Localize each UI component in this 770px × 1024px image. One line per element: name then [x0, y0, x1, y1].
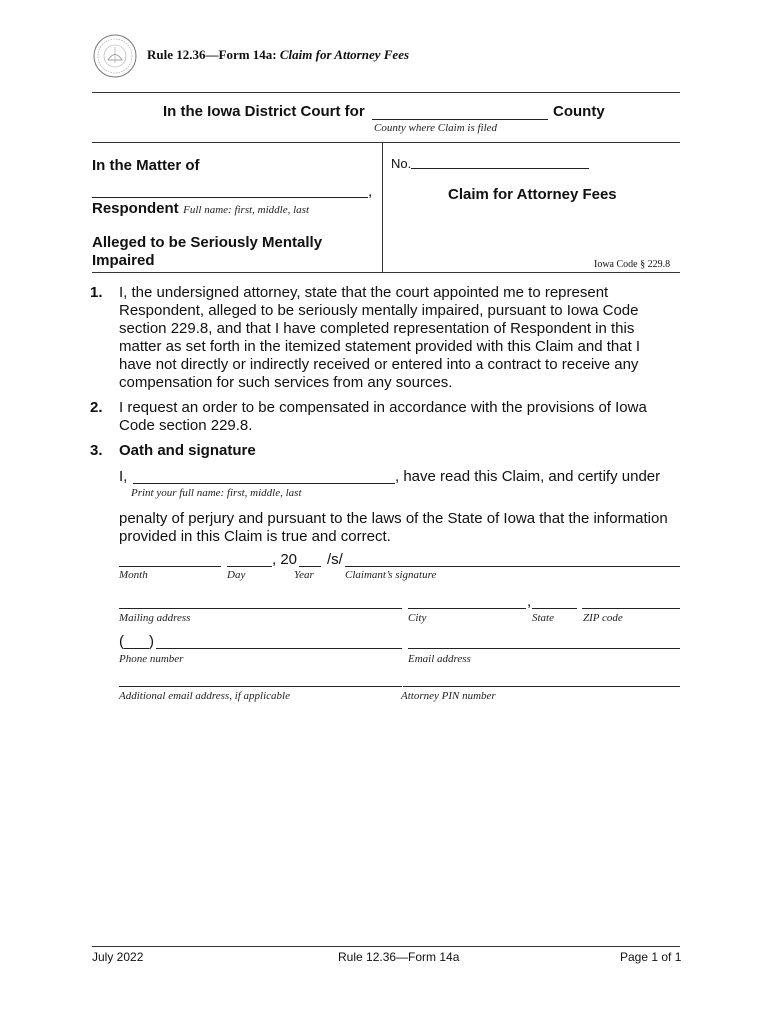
item-2-number: 2.	[90, 399, 103, 416]
attorney-name-field[interactable]	[133, 483, 395, 484]
oath-prefix: I,	[119, 468, 128, 485]
form-header	[147, 47, 409, 63]
phone-area-code[interactable]: (___)	[119, 633, 155, 650]
phone-caption: Phone number	[119, 653, 184, 665]
in-the-matter-of: In the Matter of	[92, 157, 200, 174]
city-comma: ,	[527, 593, 532, 610]
attorney-name-caption: Print your full name: first, middle, last	[131, 487, 302, 499]
month-caption: Month	[119, 569, 148, 581]
mailing-address-caption: Mailing address	[119, 612, 191, 624]
respondent-name-field[interactable]	[92, 197, 368, 198]
additional-email-field[interactable]	[119, 686, 402, 687]
item-2-text: I request an order to be compensated in accordance with the provisions of Iowa Code section 229.8.	[119, 399, 647, 434]
email-caption: Email address	[408, 653, 471, 665]
claim-title: Claim for Attorney Fees	[448, 186, 617, 203]
zip-field[interactable]	[582, 608, 680, 609]
respondent-label: Respondent	[92, 200, 179, 217]
rule-number: Rule 12.36—Form 14a:	[147, 47, 280, 62]
court-suffix: County	[553, 103, 605, 120]
additional-email-caption: Additional email address, if applicable	[119, 690, 290, 702]
signature-prefix: /s/	[327, 551, 343, 568]
alleged-seriously-impaired: Alleged to be Seriously Mentally Impaired	[92, 234, 323, 269]
court-prefix: In the Iowa District Court for	[163, 103, 365, 120]
month-field[interactable]	[119, 566, 221, 567]
attorney-pin-field[interactable]	[403, 686, 680, 687]
oath-heading: Oath and signature	[119, 442, 256, 459]
county-caption: County where Claim is filed	[374, 122, 498, 134]
footer-date: July 2022	[92, 950, 144, 964]
signature-field[interactable]	[345, 566, 680, 567]
case-number-field[interactable]	[411, 168, 589, 169]
city-caption: City	[408, 612, 427, 624]
day-field[interactable]	[227, 566, 272, 567]
attorney-pin-caption: Attorney PIN number	[401, 690, 496, 702]
footer-rule	[92, 946, 680, 947]
item-1-text: I, the undersigned attorney, state that the court appointed me to represent Respondent, alleged to be seriously mentally impaired, pursuant to Iowa Code section 229.8, and that I have completed representation of Respondent in this matter as set forth in the itemized statement provided with this Claim and that I have not directly or indirectly received or entered into a contract to receive any compensation for such services from any sources.	[119, 284, 641, 391]
form-title: Claim for Attorney Fees	[279, 47, 410, 62]
state-field[interactable]	[532, 608, 577, 609]
phone-field[interactable]	[156, 648, 402, 649]
signature-caption: Claimant’s signature	[345, 569, 437, 581]
caption-top-rule	[92, 142, 680, 143]
footer-form: Rule 12.36—Form 14a	[338, 950, 460, 964]
caption-divider	[382, 142, 383, 272]
year-caption: Year	[294, 569, 314, 581]
iowa-code-ref: Iowa Code § 229.8	[594, 259, 671, 270]
item-3-number: 3.	[90, 442, 103, 459]
caption-bottom-rule-right	[382, 272, 680, 273]
mailing-address-field[interactable]	[119, 608, 402, 609]
respondent-comma: ,	[368, 183, 373, 200]
header-rule	[92, 92, 680, 93]
comma-20: , 20	[272, 551, 298, 568]
respondent-row	[92, 200, 309, 218]
caption-bottom-rule-left	[92, 272, 382, 273]
email-field[interactable]	[408, 648, 680, 649]
city-field[interactable]	[408, 608, 526, 609]
zip-caption: ZIP code	[583, 612, 623, 624]
year-field[interactable]	[299, 566, 321, 567]
item-1-number: 1.	[90, 284, 103, 301]
county-field[interactable]	[372, 119, 548, 120]
state-caption: State	[532, 612, 554, 624]
case-number-label: No.	[391, 156, 412, 171]
respondent-hint: Full name: first, middle, last	[183, 204, 310, 216]
iowa-court-seal-icon	[92, 33, 138, 79]
day-caption: Day	[227, 569, 246, 581]
footer-page: Page 1 of 1	[620, 950, 682, 964]
oath-suffix: , have read this Claim, and certify under	[395, 468, 661, 485]
penalty-text: penalty of perjury and pursuant to the laws of the State of Iowa that the information provided in this Claim is true and correct.	[119, 510, 668, 545]
